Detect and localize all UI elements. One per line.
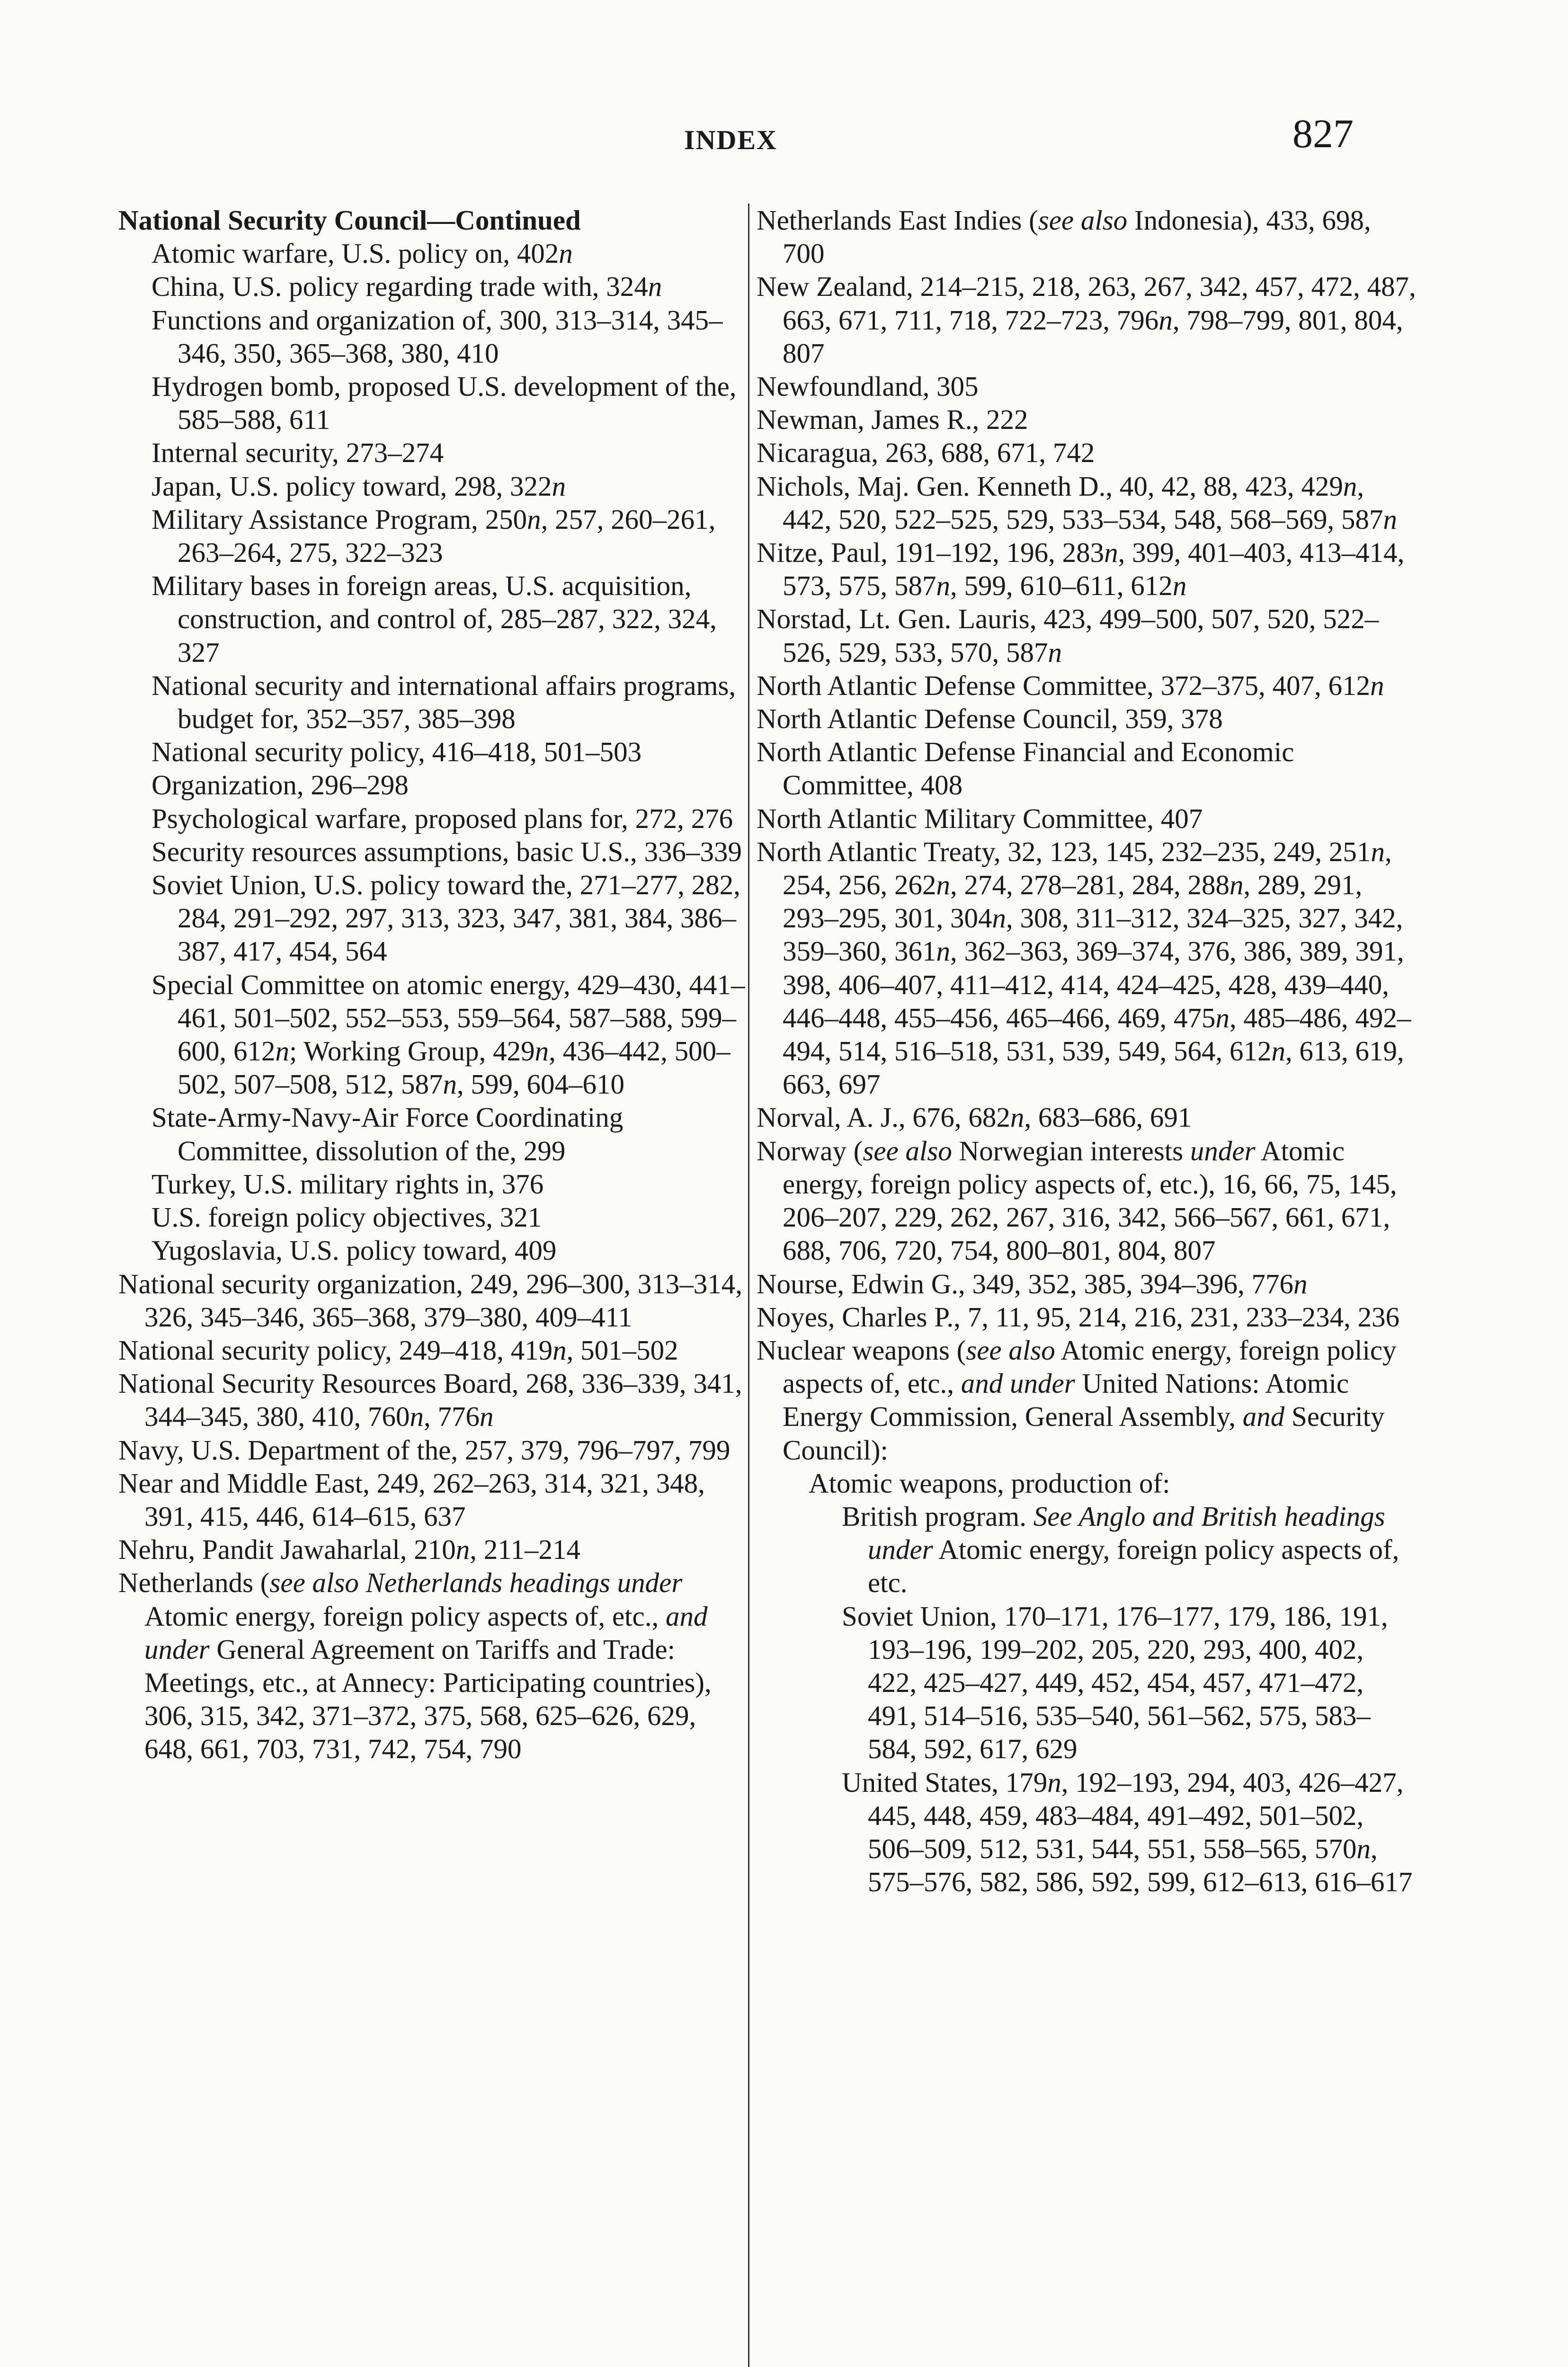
index-entry: Atomic weapons, production of: <box>809 1467 1170 1499</box>
index-entry: Soviet Union, U.S. policy toward the, 271–277, 282, 284, 291–292, 297, 313, 323, 347, 381, 384, 386–387, 417, 454, 564 <box>151 869 740 967</box>
index-entry: Newfoundland, 305 <box>757 371 979 402</box>
index-entry: Navy, U.S. Department of the, 257, 379, 796–797, 799 <box>118 1434 731 1466</box>
index-entry: Newman, James R., 222 <box>757 404 1028 436</box>
index-entry: Nourse, Edwin G., 349, 352, 385, 394–396, 776n <box>757 1268 1308 1299</box>
index-entry: Nuclear weapons (see also Atomic energy, foreign policy aspects of, etc., and under United Nations: Atomic Energy Commission, General Assembly, and Security Council): <box>757 1334 1397 1466</box>
index-entry: U.S. foreign policy objectives, 321 <box>151 1201 542 1233</box>
index-entry: National Security Council—Continued <box>118 205 581 236</box>
index-entry: Military bases in foreign areas, U.S. acquisition, construction, and control of, 285–287, 322, 324, 327 <box>151 570 717 668</box>
index-entry: Organization, 296–298 <box>151 769 409 801</box>
index-entry: Internal security, 273–274 <box>151 437 444 469</box>
index-entry: North Atlantic Military Committee, 407 <box>757 802 1203 834</box>
index-entry: Functions and organization of, 300, 313–314, 345–346, 350, 365–368, 380, 410 <box>151 304 723 369</box>
index-entry: Military Assistance Program, 250n, 257, 260–261, 263–264, 275, 322–323 <box>151 503 716 569</box>
index-entry: United States, 179n, 192–193, 294, 403, 426–427, 445, 448, 459, 483–484, 491–492, 501–502, 506–509, 512, 531, 544, 551, 558–565, 570n, 575–576, 582, 586, 592, 599, 612–613, 616–617 <box>842 1766 1413 1898</box>
index-entry: North Atlantic Defense Council, 359, 378 <box>757 703 1223 735</box>
index-entry: Norstad, Lt. Gen. Lauris, 423, 499–500, 507, 520, 522–526, 529, 533, 570, 587n <box>757 603 1379 668</box>
index-entry: North Atlantic Defense Financial and Economic Committee, 408 <box>757 736 1294 801</box>
index-entry: Security resources assumptions, basic U.S., 336–339 <box>151 836 742 867</box>
index-entry: Nitze, Paul, 191–192, 196, 283n, 399, 401–403, 413–414, 573, 575, 587n, 599, 610–611, 612n <box>757 537 1405 602</box>
index-entry: British program. See Anglo and British headings under Atomic energy, foreign policy aspects of, etc. <box>842 1500 1399 1599</box>
index-entry: Norway (see also Norwegian interests under Atomic energy, foreign policy aspects of, etc.), 16, 66, 75, 145, 206–207, 229, 262, 267, 316, 342, 566–567, 661, 671, 688, 706, 720, 754, 800–801, 804, 807 <box>757 1135 1397 1266</box>
index-entry: New Zealand, 214–215, 218, 263, 267, 342, 457, 472, 487, 663, 671, 711, 718, 722–723, 796n, 798–799, 801, 804, 807 <box>757 271 1416 369</box>
index-column-right <box>757 204 1419 1898</box>
index-entry: Noyes, Charles P., 7, 11, 95, 214, 216, 231, 233–234, 236 <box>757 1301 1400 1333</box>
index-entry: Nichols, Maj. Gen. Kenneth D., 40, 42, 88, 423, 429n, 442, 520, 522–525, 529, 533–534, 548, 568–569, 587n <box>757 470 1397 535</box>
index-entry: Nicaragua, 263, 688, 671, 742 <box>757 437 1095 469</box>
index-entry: Norval, A. J., 676, 682n, 683–686, 691 <box>757 1102 1192 1133</box>
index-entry: Psychological warfare, proposed plans for, 272, 276 <box>151 802 733 834</box>
index-entry: Netherlands East Indies (see also Indonesia), 433, 698, 700 <box>757 205 1371 269</box>
index-entry: Soviet Union, 170–171, 176–177, 179, 186, 191, 193–196, 199–202, 205, 220, 293, 400, 402, 422, 425–427, 449, 452, 454, 457, 471–472, 491, 514–516, 535–540, 561–562, 575, 583–584, 592, 617, 629 <box>842 1600 1388 1765</box>
index-entry: Near and Middle East, 249, 262–263, 314, 321, 348, 391, 415, 446, 614–615, 637 <box>118 1467 705 1532</box>
index-entry: National security organization, 249, 296–300, 313–314, 326, 345–346, 365–368, 379–380, 409–411 <box>118 1268 742 1333</box>
index-entry: Japan, U.S. policy toward, 298, 322n <box>151 470 566 502</box>
index-entry: China, U.S. policy regarding trade with, 324n <box>151 271 662 303</box>
index-entry: National Security Resources Board, 268, 336–339, 341, 344–345, 380, 410, 760n, 776n <box>118 1368 742 1433</box>
index-entry: Netherlands (see also Netherlands headings under Atomic energy, foreign policy aspects of, etc., and under General Agreement on Tariffs and Trade: Meetings, etc., at Annecy: Participating countries), 306, 315, 342, 371–372, 375, 568, 625–626, 629, 648, 661, 703, 731, 742, 754, 790 <box>118 1567 712 1765</box>
index-entry: National security and international affairs programs, budget for, 352–357, 385–398 <box>151 669 736 735</box>
index-entry: National security policy, 416–418, 501–503 <box>151 736 642 768</box>
index-entry: National security policy, 249–418, 419n, 501–502 <box>118 1334 678 1366</box>
index-entry: Turkey, U.S. military rights in, 376 <box>151 1168 544 1200</box>
index-entry: Hydrogen bomb, proposed U.S. development of the, 585–588, 611 <box>151 371 737 436</box>
index-column-left <box>118 204 748 1766</box>
index-entry: Atomic warfare, U.S. policy on, 402n <box>151 238 573 269</box>
index-entry: Special Committee on atomic energy, 429–430, 441–461, 501–502, 552–553, 559–564, 587–588, 599–600, 612n; Working Group, 429n, 436–442, 500–502, 507–508, 512, 587n, 599, 604–610 <box>151 969 745 1100</box>
column-divider <box>748 204 749 2367</box>
index-entry: North Atlantic Defense Committee, 372–375, 407, 612n <box>757 669 1384 701</box>
index-entry: Nehru, Pandit Jawaharlal, 210n, 211–214 <box>118 1534 581 1566</box>
running-head: INDEX <box>684 125 777 155</box>
index-entry: Yugoslavia, U.S. policy toward, 409 <box>151 1235 557 1266</box>
index-entry: State-Army-Navy-Air Force Coordinating Committee, dissolution of the, 299 <box>151 1102 624 1166</box>
index-entry: North Atlantic Treaty, 32, 123, 145, 232–235, 249, 251n, 254, 256, 262n, 274, 278–281, 284, 288n, 289, 291, 293–295, 301, 304n, 308, 311–312, 324–325, 327, 342, 359–360, 361n, 362–363, 369–374, 376, 386, 389, 391, 398, 406–407, 411–412, 414, 424–425, 428, 439–440, 446–448, 455–456, 465–466, 469, 475n, 485–486, 492–494, 514, 516–518, 531, 539, 549, 564, 612n, 613, 619, 663, 697 <box>757 836 1411 1100</box>
page-number: 827 <box>1292 111 1354 156</box>
